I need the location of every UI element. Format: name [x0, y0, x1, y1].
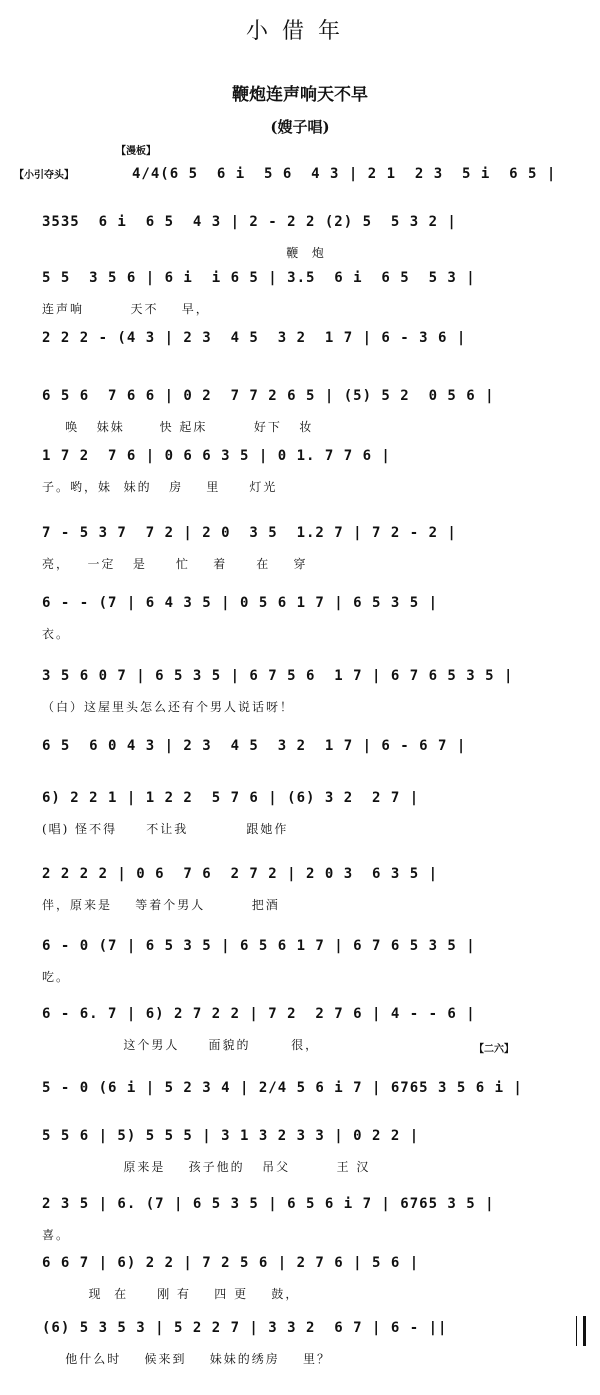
notation-line: 3 5 6 0 7 | 6 5 3 5 | 6 7 5 6 1 7 | 6 7 6 5 3 5 |	[42, 668, 514, 684]
lyric-line: 衣。	[42, 627, 71, 641]
score-line	[42, 866, 586, 922]
lyric-line: 鞭 炮	[42, 246, 326, 260]
lyric-line: 现 在 刚 有 四 更 鼓，	[42, 1287, 300, 1301]
score-line	[42, 938, 586, 994]
score-line	[42, 1320, 586, 1376]
score-line	[42, 738, 586, 794]
notation-line: 1 7 2 7 6 | 0 6 6 3 5 | 0 1. 7 7 6 |	[42, 448, 391, 464]
notation-line: (6) 5 3 5 3 | 5 2 2 7 | 3 3 2 6 7 | 6 - ||	[42, 1320, 448, 1336]
notation-line: 5 - 0 (6 i | 5 2 3 4 | 2/4 5 6 i 7 | 6765 3 5 6 i |	[42, 1080, 523, 1096]
score-line	[42, 595, 586, 651]
section-mark: 【二六】	[474, 1044, 514, 1055]
notation-line: 6 - - (7 | 6 4 3 5 | 0 5 6 1 7 | 6 5 3 5 |	[42, 595, 439, 611]
notation-line: 5 5 6 | 5) 5 5 5 | 3 1 3 2 3 3 | 0 2 2 |	[42, 1128, 420, 1144]
score-line	[42, 790, 586, 846]
notation-line: 2 2 2 2 | 0 6 7 6 2 7 2 | 2 0 3 6 3 5 |	[42, 866, 439, 882]
notation-line: 3535 6 i 6 5 4 3 | 2 - 2 2 (2) 5 5 3 2 |	[42, 214, 457, 230]
score-line	[42, 270, 586, 326]
lyric-line: 这个男人 面貌的 很，	[42, 1038, 320, 1052]
notation-line: 6) 2 2 1 | 1 2 2 5 7 6 | (6) 3 2 2 7 |	[42, 790, 420, 806]
score-line	[42, 1255, 586, 1311]
score-line	[42, 214, 586, 270]
lyric-line: 亮， 一定 是 忙 着 在 穿	[42, 557, 308, 571]
percussion-mark: 【小引夺头】	[14, 170, 74, 181]
notation-line: 7 - 5 3 7 7 2 | 2 0 3 5 1.2 7 | 7 2 - 2 |	[42, 525, 457, 541]
notation-line: 6 5 6 7 6 6 | 0 2 7 7 2 6 5 | (5) 5 2 0 5 6 |	[42, 388, 495, 404]
tempo-mark: 【漫板】	[116, 146, 156, 157]
final-barline	[576, 1316, 586, 1346]
notation-line: 6 - 0 (7 | 6 5 3 5 | 6 5 6 1 7 | 6 7 6 5 3 5 |	[42, 938, 476, 954]
notation-line: 2 3 5 | 6. (7 | 6 5 3 5 | 6 5 6 i 7 | 6765 3 5 |	[42, 1196, 495, 1212]
lyric-line: 伴，原来是 等着个男人 把酒	[42, 898, 280, 912]
lyric-line: （白）这屋里头怎么还有个男人说话呀！	[42, 700, 295, 714]
lyric-line: 吃。	[42, 970, 71, 984]
singer-label: (嫂子唱)	[270, 118, 330, 136]
notation-line: 6 5 6 0 4 3 | 2 3 4 5 3 2 1 7 | 6 - 6 7 |	[42, 738, 467, 754]
lyric-line: 连声响 天不 早，	[42, 302, 210, 316]
notation-line: 4/4(6 5 6 i 5 6 4 3 | 2 1 2 3 5 i 6 5 |	[132, 166, 557, 182]
notation-line: 6 6 7 | 6) 2 2 | 7 2 5 6 | 2 7 6 | 5 6 |	[42, 1255, 420, 1271]
score-line	[42, 1196, 586, 1252]
score-line	[42, 668, 586, 724]
score-line	[42, 448, 586, 504]
notation-line: 2 2 2 - (4 3 | 2 3 4 5 3 2 1 7 | 6 - 3 6 |	[42, 330, 467, 346]
notation-line: 6 - 6. 7 | 6) 2 7 2 2 | 7 2 2 7 6 | 4 - - 6 |	[42, 1006, 476, 1022]
lyric-line: 唤 妹妹 快 起床 好下 妆	[42, 420, 314, 434]
lyric-line: 他什么时 候来到 妹妹的绣房 里？	[42, 1352, 332, 1366]
song-subtitle: 鞭炮连声响天不早	[232, 85, 368, 105]
lyric-line: (唱) 怪不得 不让我 跟她作	[42, 822, 289, 836]
lyric-line: 子。哟，妹 妹的 房 里 灯光	[42, 480, 278, 494]
score-line	[42, 388, 586, 444]
notation-line: 5 5 3 5 6 | 6 i i 6 5 | 3.5 6 i 6 5 5 3 |	[42, 270, 476, 286]
lyric-line: 原来是 孩子他的 吊父 王 汉	[42, 1160, 371, 1174]
score-line	[42, 330, 586, 386]
score-line	[42, 525, 586, 581]
score-line	[42, 1128, 586, 1184]
lyric-line: 喜。	[42, 1228, 71, 1242]
song-title: 小借年	[245, 19, 354, 44]
